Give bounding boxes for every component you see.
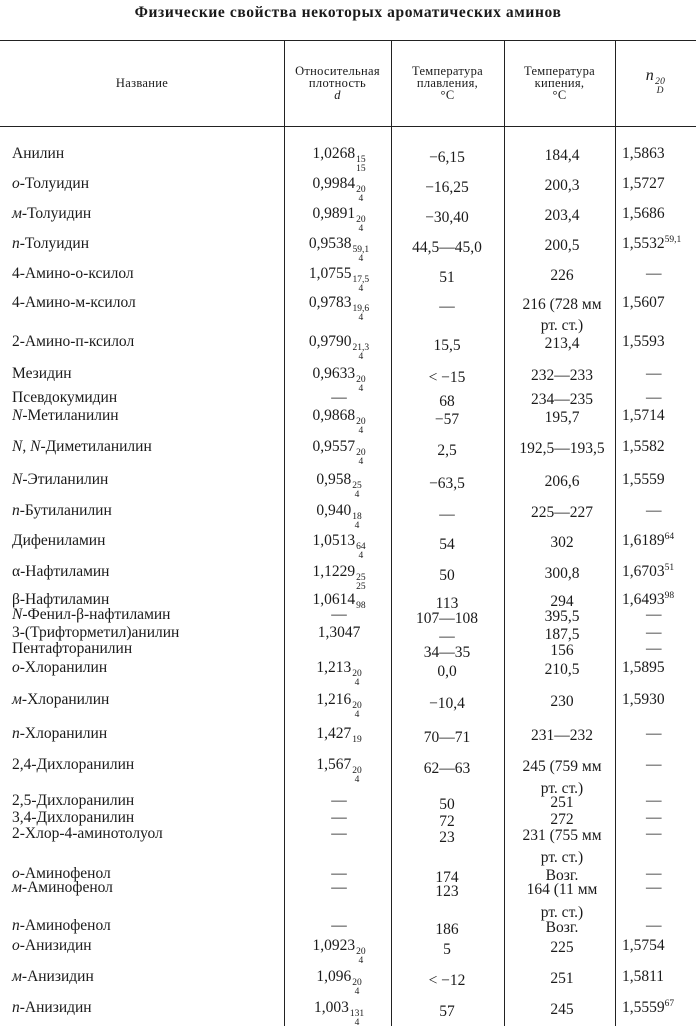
boiling-point: 225—227 bbox=[531, 504, 593, 521]
refractive-index: 1,5532$^{59,1}$ bbox=[622, 235, 682, 252]
refractive-index: — bbox=[646, 917, 662, 934]
refractive-index: 1,5559$^{67}$ bbox=[622, 999, 675, 1016]
refractive-index: — bbox=[646, 756, 662, 773]
melting-point: — bbox=[439, 628, 455, 645]
density-value: 0,9557 20 4 bbox=[312, 438, 366, 467]
refractive-index: 1,5686 bbox=[622, 205, 665, 222]
melting-point: 57 bbox=[439, 1003, 455, 1020]
compound-name: β-Нафтиламин bbox=[12, 591, 110, 608]
compound-name: м-Хлоранилин bbox=[12, 691, 110, 708]
density-value: 0,9984 20 4 bbox=[312, 175, 366, 204]
compound-name: Мезидин bbox=[12, 365, 72, 382]
boiling-point: 164 (11 мм bbox=[526, 881, 598, 898]
boiling-point: 251 bbox=[550, 794, 574, 811]
refractive-index: 1,5593 bbox=[622, 333, 665, 350]
melting-point: — bbox=[439, 298, 455, 315]
boiling-point-note: рт. ст.) bbox=[540, 904, 584, 921]
refractive-index: 1,6493$^{98}$ bbox=[622, 591, 675, 608]
melting-point: 107—108 bbox=[416, 610, 478, 627]
density-value: — bbox=[331, 809, 347, 826]
compound-name: о-Аминофенол bbox=[12, 865, 111, 882]
density-value: 0,9891 20 4 bbox=[312, 205, 366, 234]
density-value: — bbox=[331, 825, 347, 842]
header-melting-unit: °C bbox=[440, 88, 455, 102]
density-value: — bbox=[331, 606, 347, 623]
density-value: 1,567 20 4 bbox=[316, 756, 362, 785]
boiling-point: 216 (728 мм bbox=[522, 296, 602, 313]
compound-name: о-Хлоранилин bbox=[12, 659, 108, 676]
melting-point: 113 bbox=[435, 595, 459, 612]
melting-point: < −12 bbox=[428, 972, 466, 989]
density-value: 0,9790 21,3 4 bbox=[308, 333, 370, 362]
density-value: 0,958 25 4 bbox=[316, 471, 362, 500]
compound-name: N, N-Диметиланилин bbox=[12, 438, 152, 455]
density-value: 1,3047 bbox=[317, 624, 361, 641]
refractive-index: — bbox=[646, 792, 662, 809]
refractive-index: — bbox=[646, 725, 662, 742]
compound-name: Псевдокумидин bbox=[12, 389, 118, 406]
melting-point: 2,5 bbox=[437, 442, 457, 459]
refractive-index: 1,6703$^{51}$ bbox=[622, 563, 675, 580]
compound-name: N-Этиланилин bbox=[12, 471, 109, 488]
header-density-line2: плотность bbox=[308, 76, 367, 90]
refractive-index: 1,5714 bbox=[622, 407, 665, 424]
melting-point: 44,5—45,0 bbox=[412, 239, 482, 256]
boiling-point: 192,5—193,5 bbox=[519, 440, 605, 457]
boiling-point: 187,5 bbox=[544, 626, 580, 643]
density-value: 0,9783 19,6 4 bbox=[308, 294, 370, 323]
refractive-index: — bbox=[646, 624, 662, 641]
melting-point: 15,5 bbox=[433, 337, 461, 354]
density-value: 1,216 20 4 bbox=[316, 691, 362, 720]
compound-name: м-Анизидин bbox=[12, 968, 94, 985]
compound-name: 3,4-Дихлоранилин bbox=[12, 809, 135, 826]
refractive-index: — bbox=[646, 640, 662, 657]
boiling-point: 245 (759 мм bbox=[522, 758, 602, 775]
header-boiling-line2: кипения, bbox=[534, 76, 585, 90]
melting-point: < −15 bbox=[428, 369, 466, 386]
compound-name: 2-Амино-п-ксилол bbox=[12, 333, 135, 350]
header-density-line1: Относительная bbox=[295, 64, 380, 78]
boiling-point: 234—235 bbox=[531, 391, 593, 408]
melting-point: 62—63 bbox=[423, 760, 471, 777]
compound-name: п-Толуидин bbox=[12, 235, 90, 252]
refractive-index: — bbox=[646, 865, 662, 882]
melting-point: 186 bbox=[435, 921, 459, 938]
refractive-index: 1,5895 bbox=[622, 659, 665, 676]
boiling-point: 302 bbox=[550, 534, 574, 551]
melting-point: 23 bbox=[439, 829, 455, 846]
refractive-index: — bbox=[646, 879, 662, 896]
density-value: 1,003 131 4 bbox=[313, 999, 365, 1028]
melting-point: 50 bbox=[439, 796, 455, 813]
boiling-point: 225 bbox=[550, 939, 574, 956]
compound-name: 2,5-Дихлоранилин bbox=[12, 792, 135, 809]
density-value: 1,0614 98 bbox=[312, 591, 366, 611]
boiling-point: 203,4 bbox=[544, 207, 580, 224]
boiling-point: 210,5 bbox=[544, 661, 580, 678]
density-value: 1,0923 20 4 bbox=[312, 937, 366, 966]
melting-point: −57 bbox=[434, 411, 460, 428]
density-value: 0,9538 59,1 4 bbox=[308, 235, 370, 264]
compound-name: п-Анизидин bbox=[12, 999, 92, 1016]
compound-name: Анилин bbox=[12, 145, 65, 162]
refractive-index: 1,5811 bbox=[622, 968, 665, 985]
header-boiling-line1: Температура bbox=[524, 64, 595, 78]
boiling-point-note: рт. ст.) bbox=[540, 849, 584, 866]
boiling-point: 230 bbox=[550, 693, 574, 710]
density-value: 0,940 18 4 bbox=[316, 502, 362, 531]
compound-name: 4-Амино-о-ксилол bbox=[12, 265, 134, 282]
refractive-index: 1,5559 bbox=[622, 471, 665, 488]
density-value: 1,0268 15 15 bbox=[312, 145, 366, 174]
header-boiling-unit: °C bbox=[552, 88, 567, 102]
compound-name: м-Аминофенол bbox=[12, 879, 113, 896]
header-melting-line2: плавления, bbox=[416, 76, 479, 90]
boiling-point-note: рт. ст.) bbox=[540, 780, 584, 797]
density-value: 1,096 20 4 bbox=[316, 968, 362, 997]
boiling-point: 245 bbox=[550, 1001, 574, 1018]
density-value: 1,427 19 bbox=[316, 725, 362, 745]
refractive-index: 1,5754 bbox=[622, 937, 665, 954]
table-title: Физические свойства некоторых ароматических аминов bbox=[134, 4, 562, 21]
compound-name: 2,4-Дихлоранилин bbox=[12, 756, 135, 773]
refractive-index: — bbox=[646, 809, 662, 826]
melting-point: −63,5 bbox=[429, 475, 465, 492]
refractive-index: 1,5727 bbox=[622, 175, 665, 192]
melting-point: 68 bbox=[439, 393, 455, 410]
compound-name: α-Нафтиламин bbox=[12, 563, 110, 580]
density-value: — bbox=[331, 389, 347, 406]
boiling-point: 232—233 bbox=[531, 367, 593, 384]
compound-name: 4-Амино-м-ксилол bbox=[12, 294, 136, 311]
melting-point: 51 bbox=[439, 269, 455, 286]
header-nd-symbol: n 20 D bbox=[645, 67, 666, 96]
boiling-point: Возг. bbox=[545, 867, 579, 884]
melting-point: −30,40 bbox=[425, 209, 469, 226]
density-value: 1,213 20 4 bbox=[316, 659, 362, 688]
melting-point: −16,25 bbox=[425, 179, 469, 196]
melting-point: 34—35 bbox=[423, 644, 471, 661]
boiling-point: 195,7 bbox=[544, 409, 580, 426]
refractive-index: — bbox=[646, 606, 662, 623]
boiling-point: 251 bbox=[550, 970, 574, 987]
refractive-index: — bbox=[646, 265, 662, 282]
boiling-point: 272 bbox=[550, 811, 574, 828]
refractive-index: 1,6189$^{64}$ bbox=[622, 532, 675, 549]
refractive-index: — bbox=[646, 825, 662, 842]
boiling-point: 300,8 bbox=[544, 565, 580, 582]
melting-point: 174 bbox=[435, 869, 459, 886]
density-value: 1,1229 25 25 bbox=[312, 563, 366, 592]
melting-point: −6,15 bbox=[429, 149, 465, 166]
refractive-index: 1,5863 bbox=[622, 145, 665, 162]
density-value: — bbox=[331, 917, 347, 934]
boiling-point: 156 bbox=[550, 642, 574, 659]
boiling-point: Возг. bbox=[545, 919, 579, 936]
boiling-point: 395,5 bbox=[544, 608, 580, 625]
boiling-point: 200,5 bbox=[544, 237, 580, 254]
compound-name: п-Хлоранилин bbox=[12, 725, 108, 742]
header-density-symbol: d bbox=[334, 88, 341, 102]
compound-name: Пентафторанилин bbox=[12, 640, 133, 657]
melting-point: 5 bbox=[443, 941, 451, 958]
boiling-point: 213,4 bbox=[544, 335, 580, 352]
melting-point: — bbox=[439, 506, 455, 523]
melting-point: 123 bbox=[435, 883, 459, 900]
refractive-index: — bbox=[646, 365, 662, 382]
boiling-point-note: рт. ст.) bbox=[540, 317, 584, 334]
melting-point: 50 bbox=[439, 567, 455, 584]
melting-point: 54 bbox=[439, 536, 455, 553]
refractive-index: 1,5930 bbox=[622, 691, 665, 708]
boiling-point: 231—232 bbox=[531, 727, 593, 744]
header-melting-line1: Температура bbox=[412, 64, 483, 78]
compound-name: о-Анизидин bbox=[12, 937, 92, 954]
density-value: 1,0755 17,5 4 bbox=[308, 265, 370, 294]
density-value: 0,9633 20 4 bbox=[312, 365, 366, 394]
compound-name: 3-(Трифторметил)анилин bbox=[12, 624, 180, 641]
header-name-label: Название bbox=[115, 76, 169, 90]
compound-name: м-Толуидин bbox=[12, 205, 92, 222]
boiling-point: 226 bbox=[550, 267, 574, 284]
melting-point: −10,4 bbox=[429, 695, 465, 712]
boiling-point: 200,3 bbox=[544, 177, 580, 194]
refractive-index: — bbox=[646, 502, 662, 519]
compound-name: п-Бутиланилин bbox=[12, 502, 112, 519]
compound-name: п-Аминофенол bbox=[12, 917, 111, 934]
compound-name: 2-Хлор-4-аминотолуол bbox=[12, 825, 163, 842]
boiling-point: 206,6 bbox=[544, 473, 580, 490]
boiling-point: 231 (755 мм bbox=[522, 827, 602, 844]
compound-name: Дифениламин bbox=[12, 532, 106, 549]
refractive-index: 1,5582 bbox=[622, 438, 665, 455]
compound-name: N-Метиланилин bbox=[12, 407, 119, 424]
compound-name: N-Фенил-β-нафтиламин bbox=[12, 606, 171, 623]
melting-point: 0,0 bbox=[437, 663, 457, 680]
refractive-index: 1,5607 bbox=[622, 294, 665, 311]
density-value: — bbox=[331, 792, 347, 809]
boiling-point: 294 bbox=[550, 593, 574, 610]
compound-name: о-Толуидин bbox=[12, 175, 90, 192]
density-value: — bbox=[331, 879, 347, 896]
boiling-point: 184,4 bbox=[544, 147, 580, 164]
refractive-index: — bbox=[646, 389, 662, 406]
density-value: 1,0513 64 4 bbox=[312, 532, 366, 561]
melting-point: 72 bbox=[439, 813, 455, 830]
density-value: — bbox=[331, 865, 347, 882]
melting-point: 70—71 bbox=[423, 729, 471, 746]
density-value: 0,9868 20 4 bbox=[312, 407, 366, 436]
